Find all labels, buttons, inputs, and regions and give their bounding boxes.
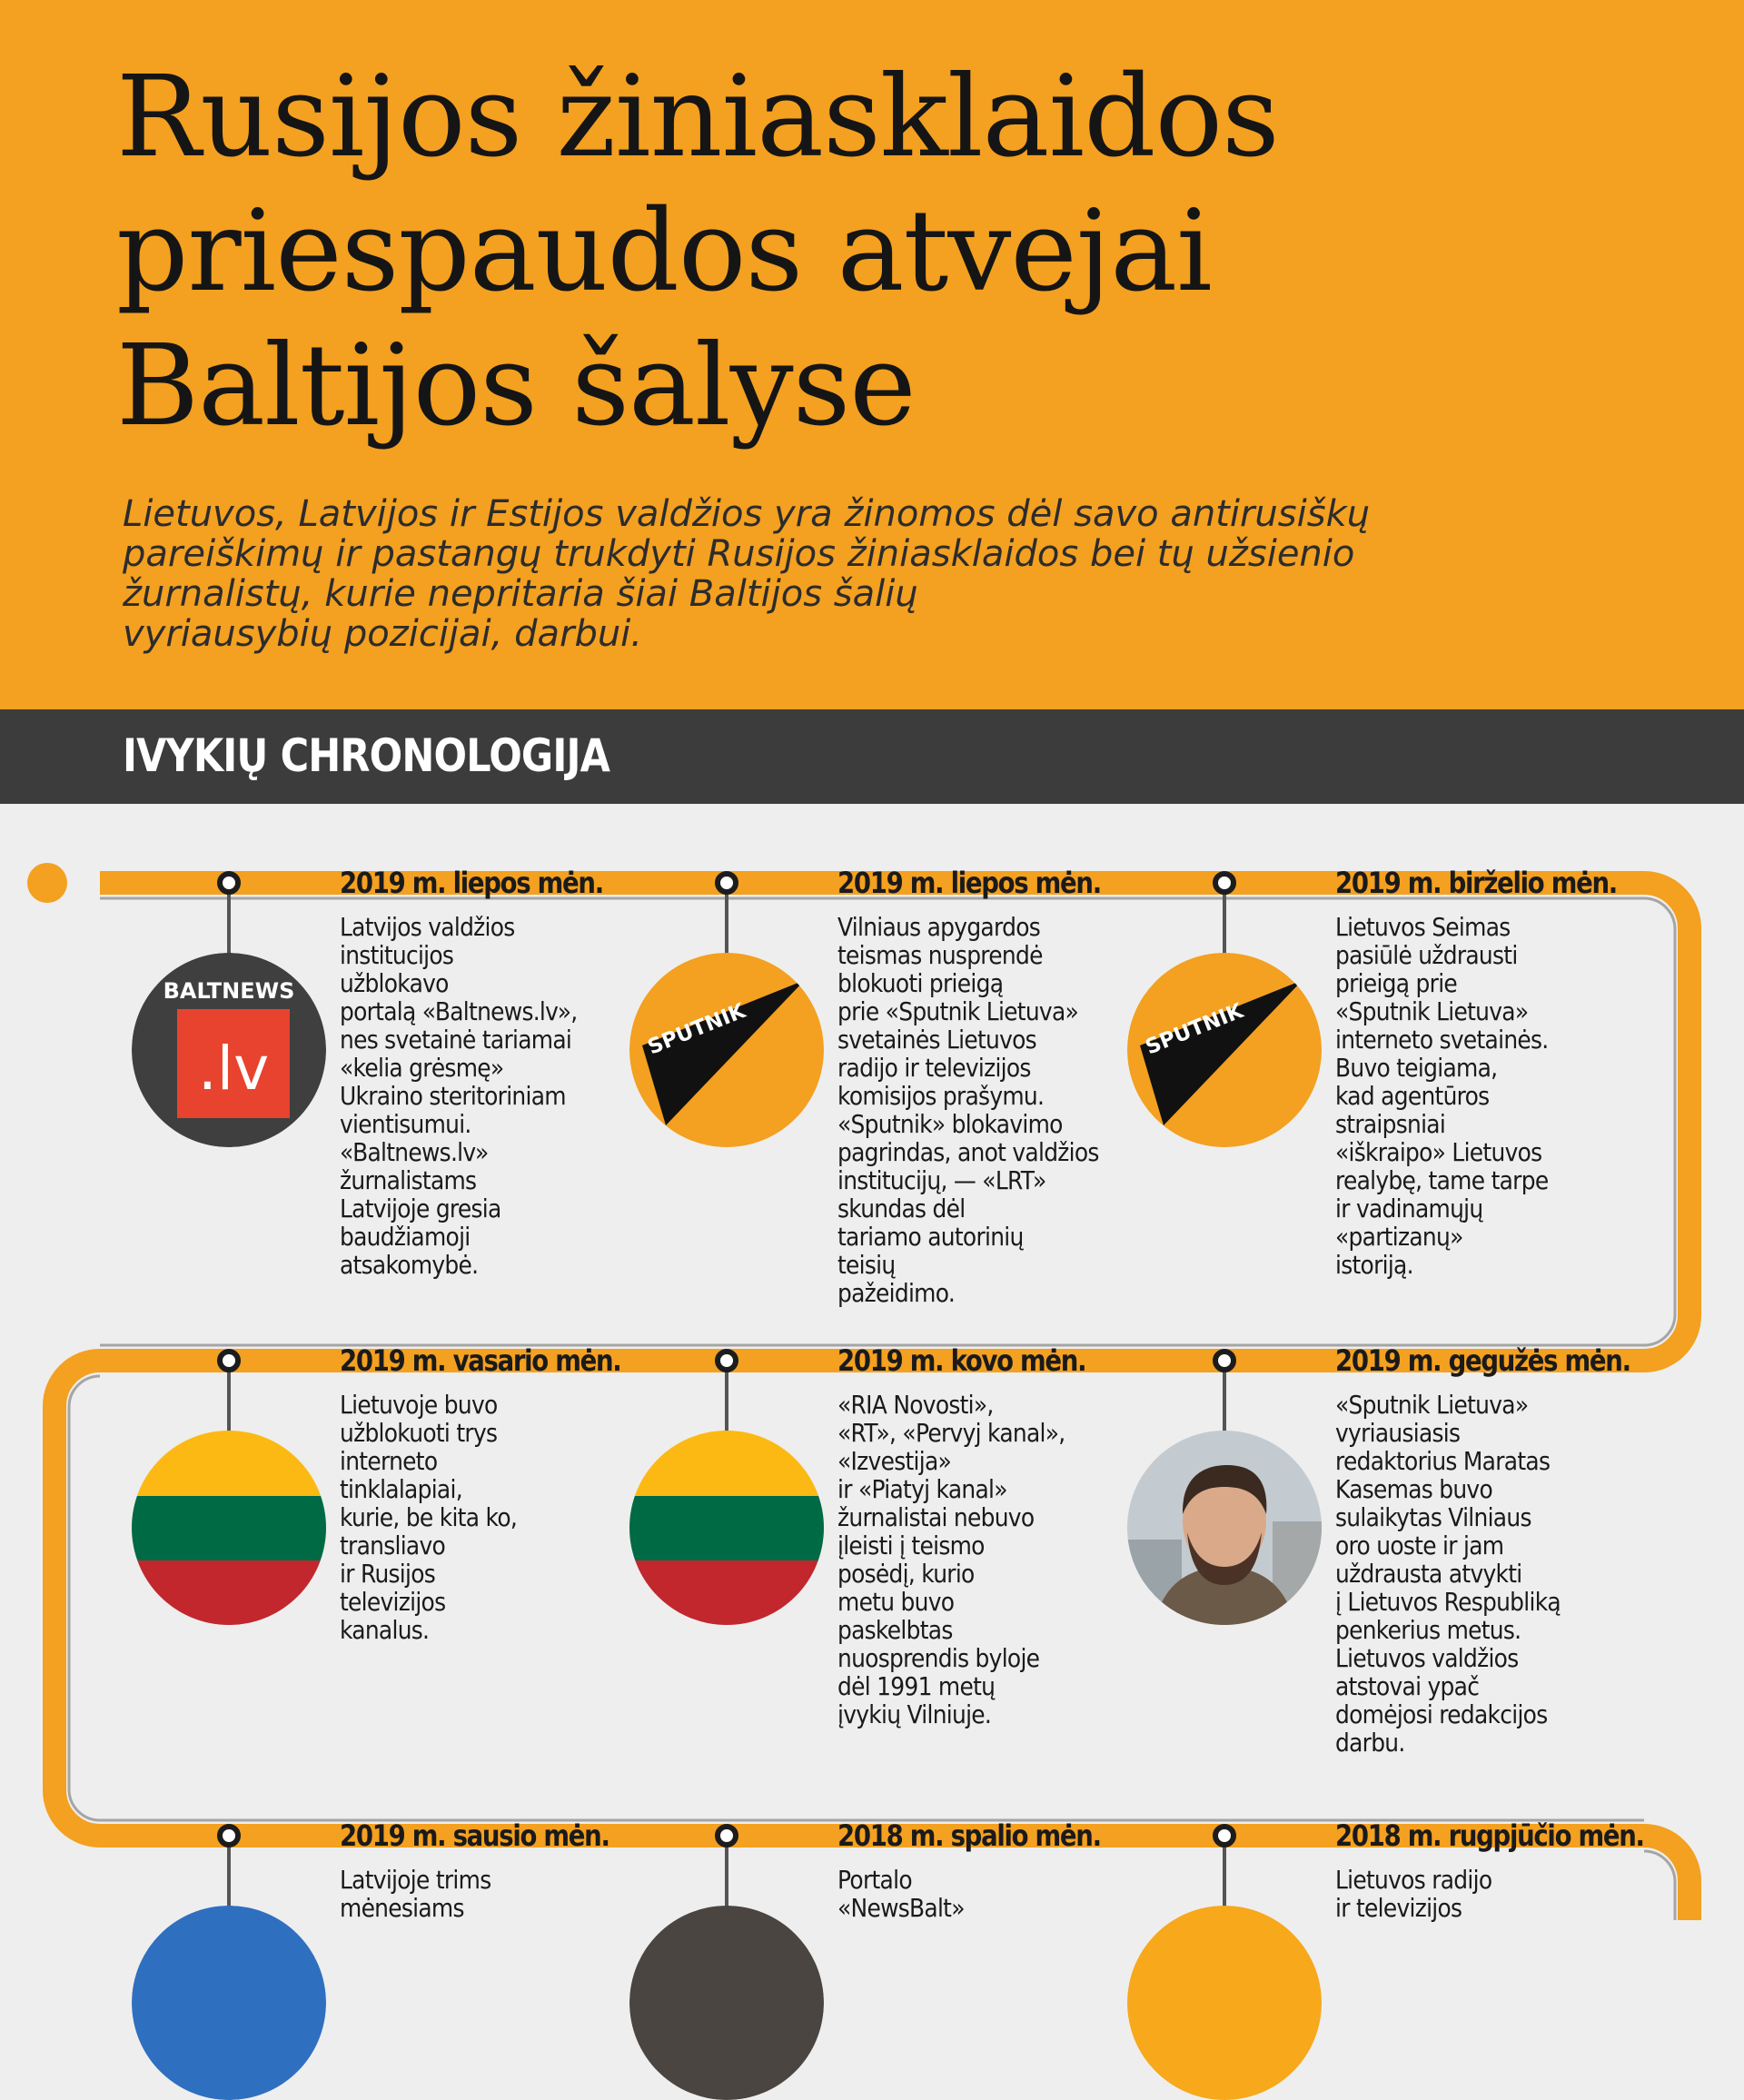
- event-description-line: ir «Piatyj kanal»: [837, 1474, 1007, 1504]
- sputnik-logo: [629, 953, 824, 1147]
- event-description-line: baudžiamoji: [340, 1222, 471, 1252]
- event-description-line: Latvijoje gresia: [340, 1194, 501, 1223]
- event-description-line: į Lietuvos Respubliką: [1335, 1587, 1561, 1617]
- event-description-line: darbu.: [1335, 1728, 1405, 1758]
- event-date: 2019 m. vasario mėn.: [340, 1343, 621, 1378]
- event-description: [1335, 1391, 1561, 1757]
- event-description-line: kad agentūros: [1335, 1081, 1490, 1111]
- event-description-line: televizijos: [340, 1587, 446, 1617]
- event-description-line: realybę, tame tarpe: [1335, 1165, 1549, 1195]
- event-description-line: Kasemas buvo: [1335, 1474, 1493, 1504]
- sputnik-logo: [1127, 953, 1322, 1147]
- event-description: [837, 1866, 965, 1922]
- event-description-line: svetainės Lietuvos: [837, 1025, 1036, 1055]
- event-description-line: «NewsBalt»: [837, 1893, 965, 1923]
- event-description-line: ir vadinamųjų: [1335, 1194, 1483, 1223]
- timeline-node: [718, 1827, 736, 1845]
- event-description-line: interneto: [340, 1446, 438, 1476]
- lithuania-flag: [132, 1431, 326, 1625]
- event-description: [340, 913, 577, 1279]
- sputnik-wordmark: SPUTNIK: [1142, 998, 1247, 1060]
- event-description-line: komisijos prašymu.: [837, 1081, 1045, 1111]
- orange-logo: [1127, 1906, 1322, 2100]
- event-description-line: Lietuvos valdžios: [1335, 1643, 1519, 1673]
- event-date: 2019 m. liepos mėn.: [837, 866, 1101, 900]
- event-description-line: pasiūlė uždrausti: [1335, 940, 1518, 970]
- event-description-line: atsakomybė.: [340, 1250, 479, 1280]
- event-description: [837, 1391, 1065, 1729]
- event-description-line: užblokavo: [340, 968, 449, 998]
- event-description-line: nuosprendis byloje: [837, 1643, 1040, 1673]
- event-description-line: «RIA Novosti»,: [837, 1390, 994, 1420]
- event-description: [1335, 913, 1549, 1279]
- event-description-line: «Baltnews.lv»: [340, 1137, 489, 1167]
- timeline-node: [220, 874, 238, 892]
- title-line: Baltijos šalyse: [116, 321, 916, 451]
- timeline-start-dot: [27, 863, 67, 903]
- event-description-line: oro uoste ir jam: [1335, 1530, 1504, 1560]
- event-description-line: paskelbtas: [837, 1615, 953, 1645]
- event-date: 2019 m. liepos mėn.: [340, 866, 603, 900]
- event-description-line: istoriją.: [1335, 1250, 1413, 1280]
- event-description-line: institucijų, — «LRT»: [837, 1165, 1046, 1195]
- event-description-line: Portalo: [837, 1865, 912, 1895]
- event-description: [340, 1866, 490, 1922]
- intro-line: pareiškimų ir pastangų trukdyti Rusijos žiniasklaidos bei tų užsienio: [123, 533, 1355, 575]
- event-description-line: Vilniaus apygardos: [837, 912, 1041, 942]
- intro-line: vyriausybių pozicijai, darbui.: [123, 613, 643, 655]
- event-description-line: penkerius metus.: [1335, 1615, 1521, 1645]
- event-description-line: redaktorius Maratas: [1335, 1446, 1551, 1476]
- intro-line: žurnalistų, kurie nepritaria šiai Baltijos šalių: [123, 573, 918, 615]
- event-description-line: ir televizijos: [1335, 1893, 1462, 1923]
- event-description-line: «RT», «Pervyj kanal»,: [837, 1418, 1065, 1448]
- baltnews-logo: [132, 953, 326, 1147]
- event-description-line: interneto svetainės.: [1335, 1025, 1549, 1055]
- event-description-line: radijo ir televizijos: [837, 1053, 1031, 1083]
- blue-logo: [132, 1906, 326, 2100]
- event-description-line: «Sputnik» blokavimo: [837, 1109, 1063, 1139]
- event-description: [1335, 1866, 1491, 1922]
- event-date: 2019 m. kovo mėn.: [837, 1343, 1086, 1378]
- event-description-line: pagrindas, anot valdžios: [837, 1137, 1099, 1167]
- event-date: 2019 m. sausio mėn.: [340, 1818, 609, 1853]
- portrait-photo: [1127, 1431, 1322, 1625]
- event-description-line: metu buvo: [837, 1587, 955, 1617]
- timeline-node: [220, 1827, 238, 1845]
- sputnik-wordmark: SPUTNIK: [644, 998, 749, 1060]
- event-description-line: uždrausta atvykti: [1335, 1559, 1522, 1589]
- event-description-line: kanalus.: [340, 1615, 430, 1645]
- event-description-line: straipsniai: [1335, 1109, 1446, 1139]
- event-description-line: nes svetainė tariamai: [340, 1025, 572, 1055]
- timeline-node: [718, 1352, 736, 1370]
- event-description-line: ir Rusijos: [340, 1559, 436, 1589]
- title-line: priespaudos atvejai: [116, 186, 1212, 317]
- lithuania-flag: [629, 1431, 824, 1625]
- event-description-line: vyriausiasis: [1335, 1418, 1461, 1448]
- event-description: [340, 1391, 517, 1644]
- event-description: [837, 913, 1099, 1307]
- event-description-line: transliavo: [340, 1530, 446, 1560]
- event-description-line: Lietuvos Seimas: [1335, 912, 1511, 942]
- event-date: 2018 m. spalio mėn.: [837, 1818, 1101, 1853]
- event-description-line: «Sputnik Lietuva»: [1335, 996, 1529, 1026]
- event-description-line: teismas nusprendė: [837, 940, 1043, 970]
- title-line: Rusijos žiniasklaidos: [116, 52, 1279, 183]
- event-description-line: Ukraino steritoriniam: [340, 1081, 566, 1111]
- event-description-line: žurnalistai nebuvo: [837, 1502, 1035, 1532]
- dark-photo: [629, 1906, 824, 2100]
- event-description-line: domėjosi redakcijos: [1335, 1699, 1548, 1729]
- event-description-line: įleisti į teismo: [837, 1530, 985, 1560]
- intro-line: Lietuvos, Latvijos ir Estijos valdžios yra žinomos dėl savo antirusiškų: [123, 493, 1371, 535]
- event-description-line: «Izvestija»: [837, 1446, 952, 1476]
- event-description-line: institucijos: [340, 940, 454, 970]
- timeline-node: [1215, 874, 1234, 892]
- event-description-line: Latvijoje trims: [340, 1865, 491, 1895]
- event-description-line: Buvo teigiama,: [1335, 1053, 1498, 1083]
- timeline-node: [718, 874, 736, 892]
- event-description-line: «partizanų»: [1335, 1222, 1463, 1252]
- timeline-node: [1215, 1352, 1234, 1370]
- event-description-line: «kelia grėsmę»: [340, 1053, 504, 1083]
- event-description-line: vientisumui.: [340, 1109, 471, 1139]
- event-description-line: užblokuoti trys: [340, 1418, 498, 1448]
- event-description-line: skundas dėl: [837, 1194, 966, 1223]
- event-description-line: įvykių Vilniuje.: [837, 1699, 992, 1729]
- event-description-line: blokuoti prieigą: [837, 968, 1004, 998]
- event-description-line: posėdį, kurio: [837, 1559, 975, 1589]
- event-description-line: pažeidimo.: [837, 1278, 956, 1308]
- baltnews-domain: .lv: [197, 1034, 270, 1104]
- event-description-line: kurie, be kita ko,: [340, 1502, 518, 1532]
- section-title: IVYKIŲ CHRONOLOGIJA: [123, 729, 610, 782]
- baltnews-wordmark: BALTNEWS: [163, 978, 295, 1004]
- event-date: 2018 m. rugpjūčio mėn.: [1335, 1818, 1644, 1853]
- event-description-line: tinklalapiai,: [340, 1474, 462, 1504]
- event-description-line: Lietuvoje buvo: [340, 1390, 498, 1420]
- event-description-line: žurnalistams: [340, 1165, 477, 1195]
- event-date: 2019 m. birželio mėn.: [1335, 866, 1617, 900]
- event-description-line: prieigą prie: [1335, 968, 1458, 998]
- event-description-line: atstovai ypač: [1335, 1671, 1480, 1701]
- event-description-line: mėnesiams: [340, 1893, 464, 1923]
- event-description-line: Lietuvos radijo: [1335, 1865, 1492, 1895]
- event-description-line: teisių: [837, 1250, 896, 1280]
- event-description-line: sulaikytas Vilniaus: [1335, 1502, 1531, 1532]
- timeline-node: [220, 1352, 238, 1370]
- event-description-line: portalą «Baltnews.lv»,: [340, 996, 578, 1026]
- event-description-line: prie «Sputnik Lietuva»: [837, 996, 1079, 1026]
- event-description-line: Latvijos valdžios: [340, 912, 515, 942]
- event-description-line: tariamo autorinių: [837, 1222, 1024, 1252]
- event-description-line: «Sputnik Lietuva»: [1335, 1390, 1529, 1420]
- event-description-line: «iškraipo» Lietuvos: [1335, 1137, 1542, 1167]
- event-date: 2019 m. gegužės mėn.: [1335, 1343, 1630, 1378]
- timeline-node: [1215, 1827, 1234, 1845]
- event-description-line: dėl 1991 metų: [837, 1671, 996, 1701]
